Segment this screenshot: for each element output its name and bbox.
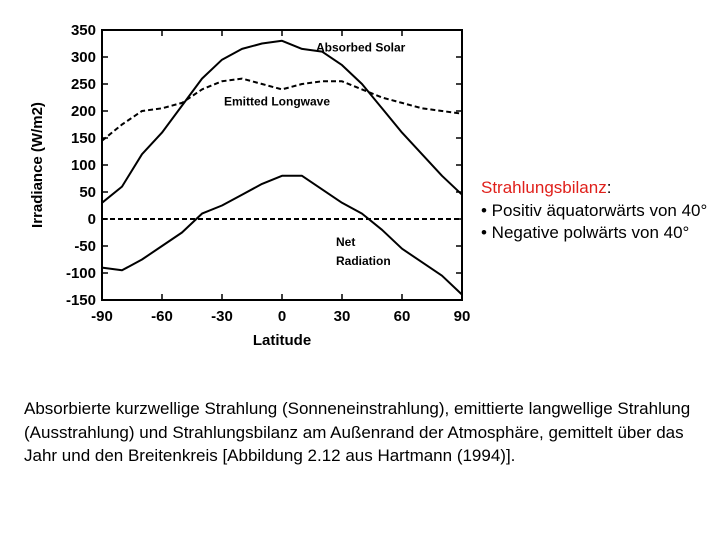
plot-frame — [102, 30, 462, 300]
emitted-longwave-line — [102, 79, 462, 141]
x-tick-label: 30 — [333, 308, 351, 325]
absorbed-solar-label: Absorbed Solar — [316, 40, 406, 55]
side-note-colon: : — [606, 178, 612, 197]
side-note-line-2: • Negative polwärts von 40° — [481, 223, 690, 242]
y-tick-label: 0 — [87, 211, 96, 228]
y-tick-label: 50 — [79, 184, 96, 201]
side-note-title: Strahlungsbilanz — [481, 178, 607, 197]
figure-caption: Absorbierte kurzwellige Strahlung (Sonneneinstrahlung), emittierte langwellige Strahlung (Ausstrahlung) und Strahlungsbilanz am Außenrand der Atmosphäre, gemittelt über das Jahr und den Breitenkreis [Abbildung 2.12 aus Hartmann (1994)]. — [24, 399, 691, 465]
side-note — [481, 177, 717, 245]
net-radiation-label-line2: Radiation — [336, 253, 391, 268]
y-tick-label: 150 — [70, 130, 96, 147]
absorbed-solar-line — [102, 41, 462, 203]
y-tick-label: 100 — [70, 157, 96, 174]
y-tick-label: 300 — [70, 49, 96, 66]
side-note-line-1: • Positiv äquatorwärts von 40° — [481, 200, 708, 220]
x-tick-label: -90 — [91, 308, 113, 325]
y-tick-label: 350 — [70, 22, 96, 39]
x-tick-label: -60 — [151, 308, 173, 325]
y-axis-label: Irradiance (W/m2) — [29, 102, 46, 228]
net-radiation-label-line1: Net — [336, 235, 356, 249]
x-tick-label: 90 — [453, 308, 471, 325]
x-axis-label: Latitude — [252, 332, 312, 349]
y-tick-label: 250 — [70, 76, 96, 93]
x-tick-label: -30 — [211, 308, 233, 325]
x-tick-label: 0 — [277, 308, 287, 325]
y-tick-label: -150 — [65, 292, 96, 309]
y-tick-label: -100 — [65, 265, 96, 282]
net-radiation-line — [102, 176, 462, 295]
emitted-longwave-label: Emitted Longwave — [224, 94, 331, 109]
y-tick-label: -50 — [74, 238, 96, 255]
y-tick-label: 200 — [70, 103, 96, 120]
x-tick-label: 60 — [393, 308, 411, 325]
